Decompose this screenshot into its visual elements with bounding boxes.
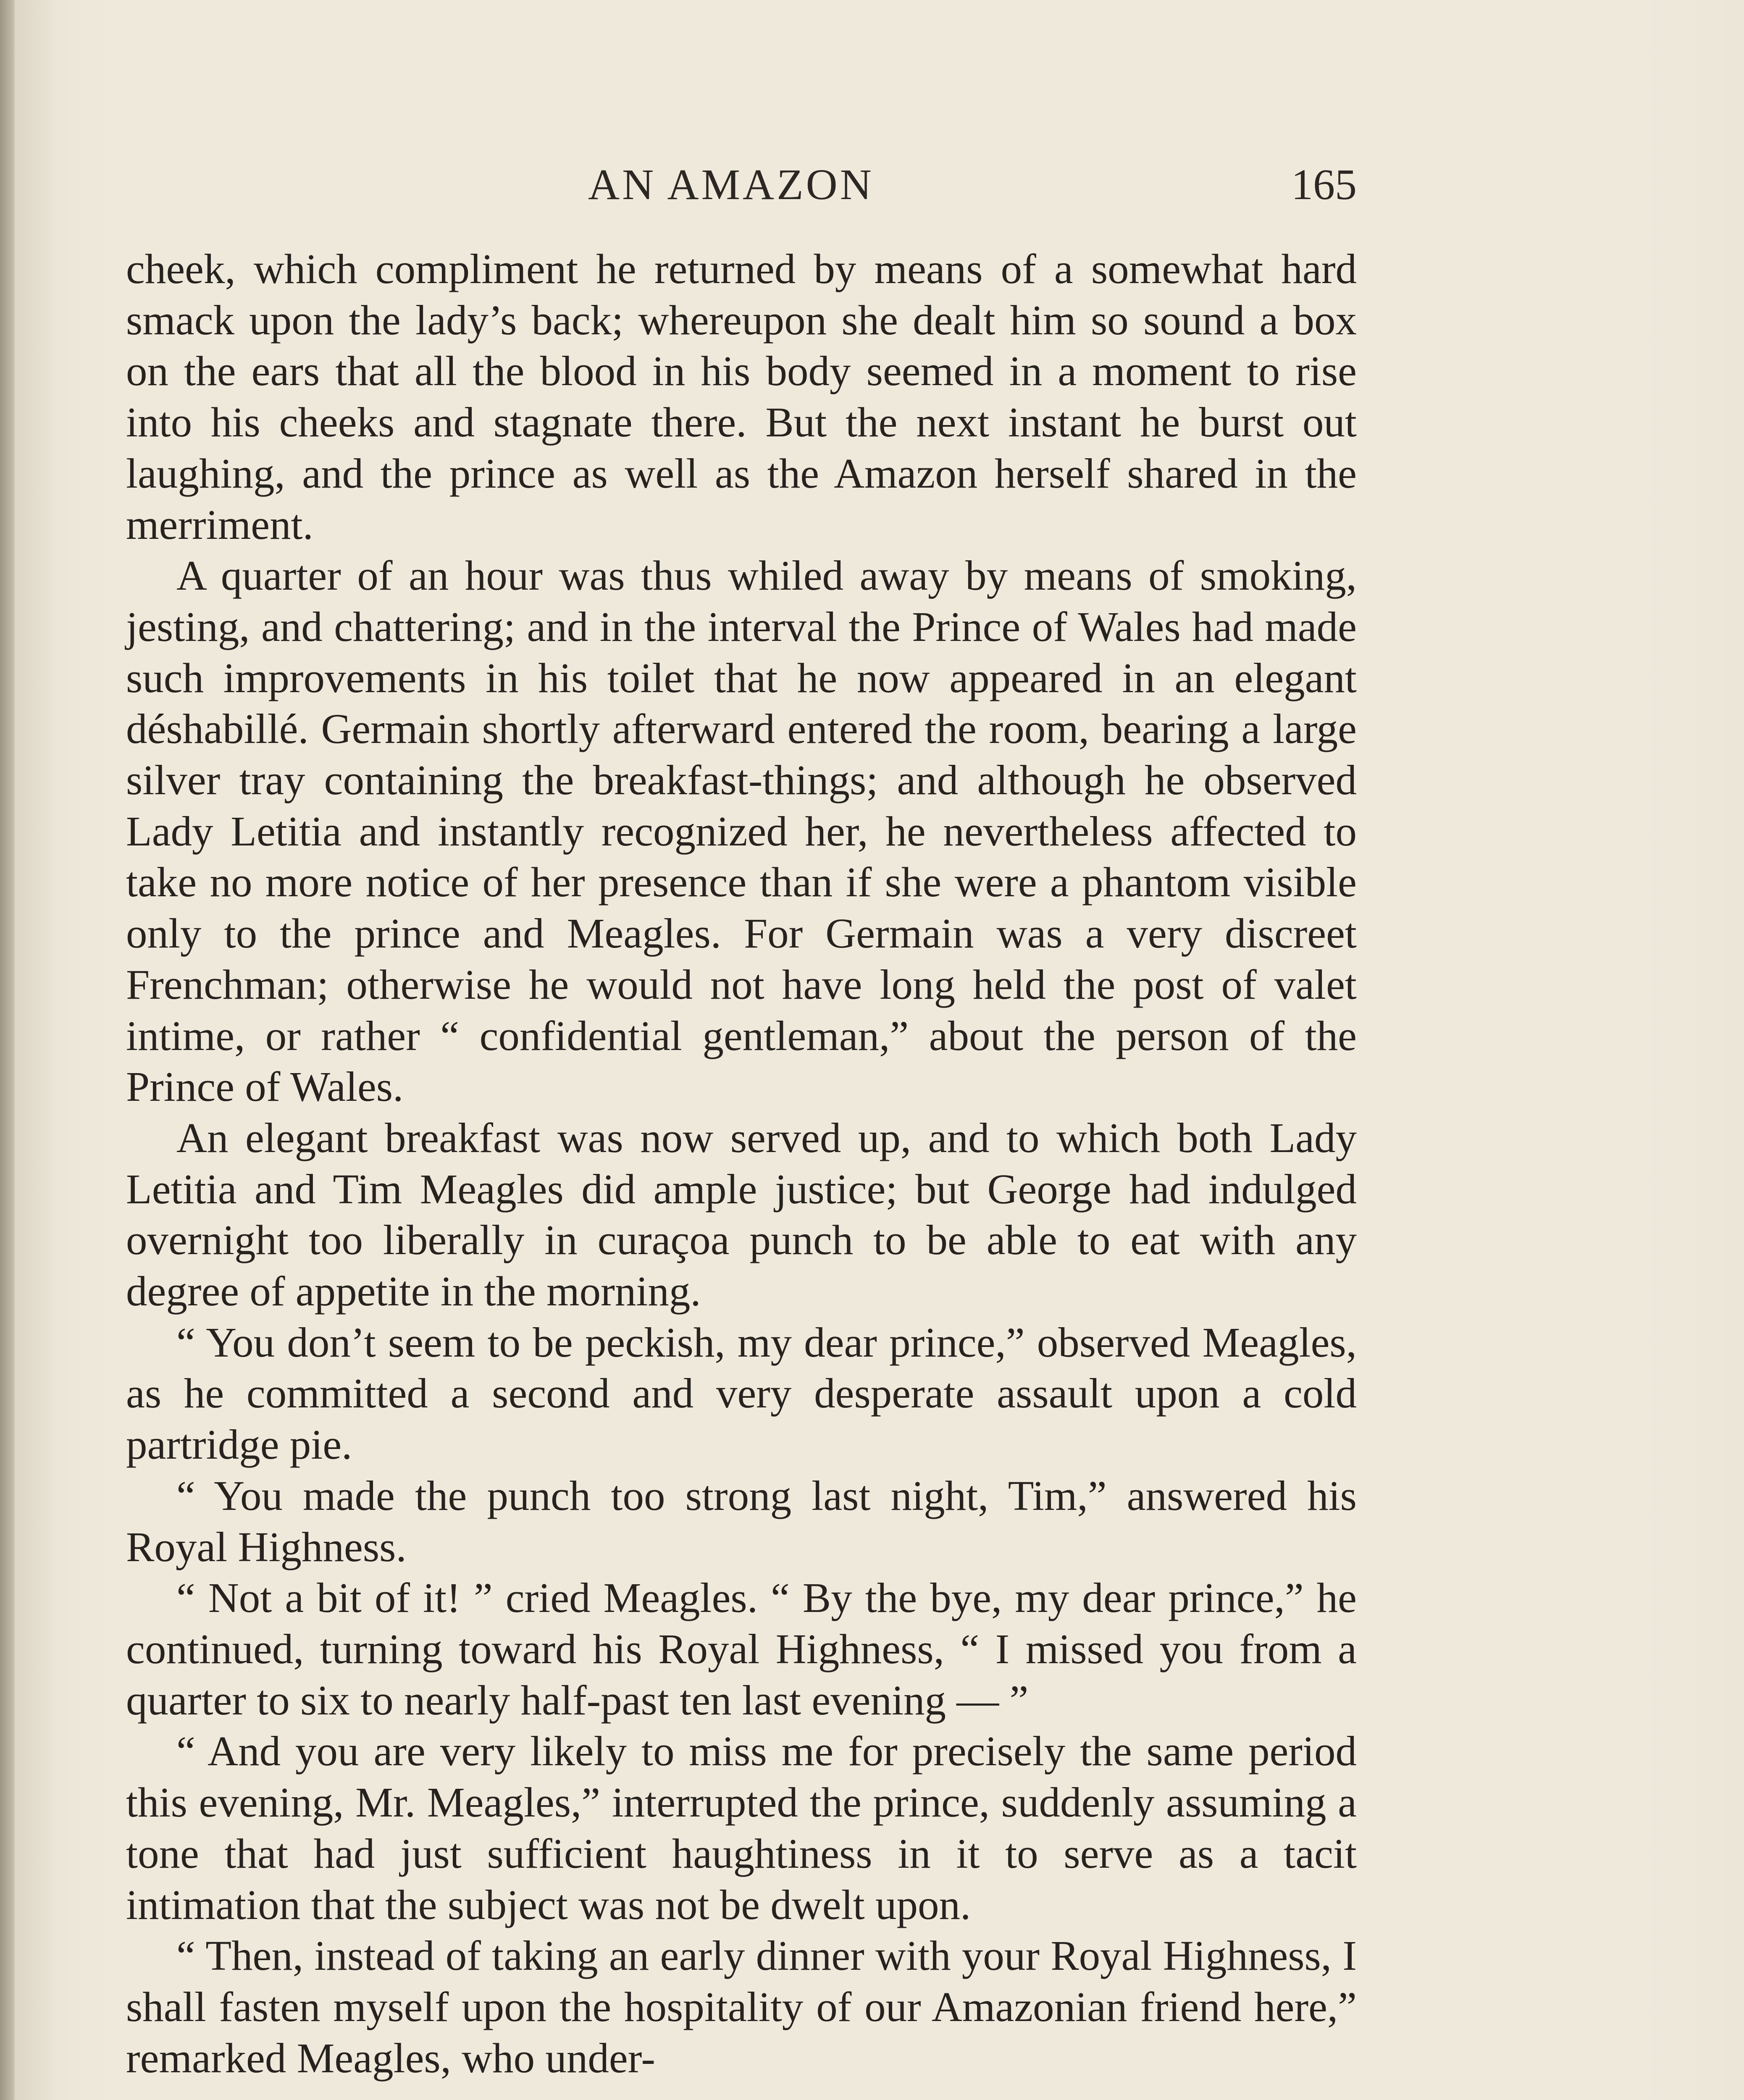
- paragraph: “ You don’t seem to be peckish, my dear prince,” observed Meagles, as he committed a second and very desperate assault upon a cold partridge pie.: [126, 1318, 1357, 1468]
- running-title: AN AMAZON: [588, 160, 874, 209]
- page-number: 165: [1291, 160, 1357, 209]
- page-header: [126, 151, 1357, 218]
- book-spine-shadow: [0, 0, 14, 2100]
- paragraph: “ And you are very likely to miss me for precisely the same period this evening, Mr. Meagles,” interrupted the prince, suddenly assuming a tone that had just sufficient haughtiness in it to serve as a tacit intimation that the subject was not be dwelt upon.: [126, 1727, 1357, 1928]
- paragraph: cheek, which compliment he returned by means of a somewhat hard smack upon the lady’s back; whereupon she dealt him so sound a box on the ears that all the blood in his body seemed in a moment to rise into his cheeks and stagnate there. But the next instant he burst out laughing, and the prince as well as the Amazon herself shared in the merriment.: [126, 245, 1357, 548]
- paragraph: An elegant breakfast was now served up, and to which both Lady Letitia and Tim Meagles did ample justice; but George had indulged overnight too liberally in curaçoa punch to be able to eat with any degree of appetite in the morning.: [126, 1114, 1357, 1315]
- paragraph: “ Not a bit of it! ” cried Meagles. “ By the bye, my dear prince,” he continued, turning toward his Royal Highness, “ I missed you from a quarter to six to nearly half-past ten last evening — ”: [126, 1574, 1357, 1724]
- paragraph: A quarter of an hour was thus whiled away by means of smoking, jesting, and chattering; and in the interval the Prince of Wales had made such improvements in his toilet that he now appeared in an elegant déshabillé. Germain shortly afterward entered the room, bearing a large silver tray containing the breakfast-things; and although he observed Lady Letitia and instantly recognized her, he nevertheless affected to take no more notice of her presence than if she were a phantom visible only to the prince and Meagles. For Germain was a very discreet Frenchman; otherwise he would not have long held the post of valet intime, or rather “ confidential gentleman,” about the person of the Prince of Wales.: [126, 552, 1357, 1110]
- paragraph: “ Then, instead of taking an early dinner with your Royal Highness, I shall fasten myself upon the hospitality of our Amazonian friend here,” remarked Meagles, who under-: [126, 1932, 1357, 2082]
- body-text: [126, 244, 1357, 2084]
- paragraph: “ You made the punch too strong last night, Tim,” answered his Royal Highness.: [126, 1472, 1357, 1570]
